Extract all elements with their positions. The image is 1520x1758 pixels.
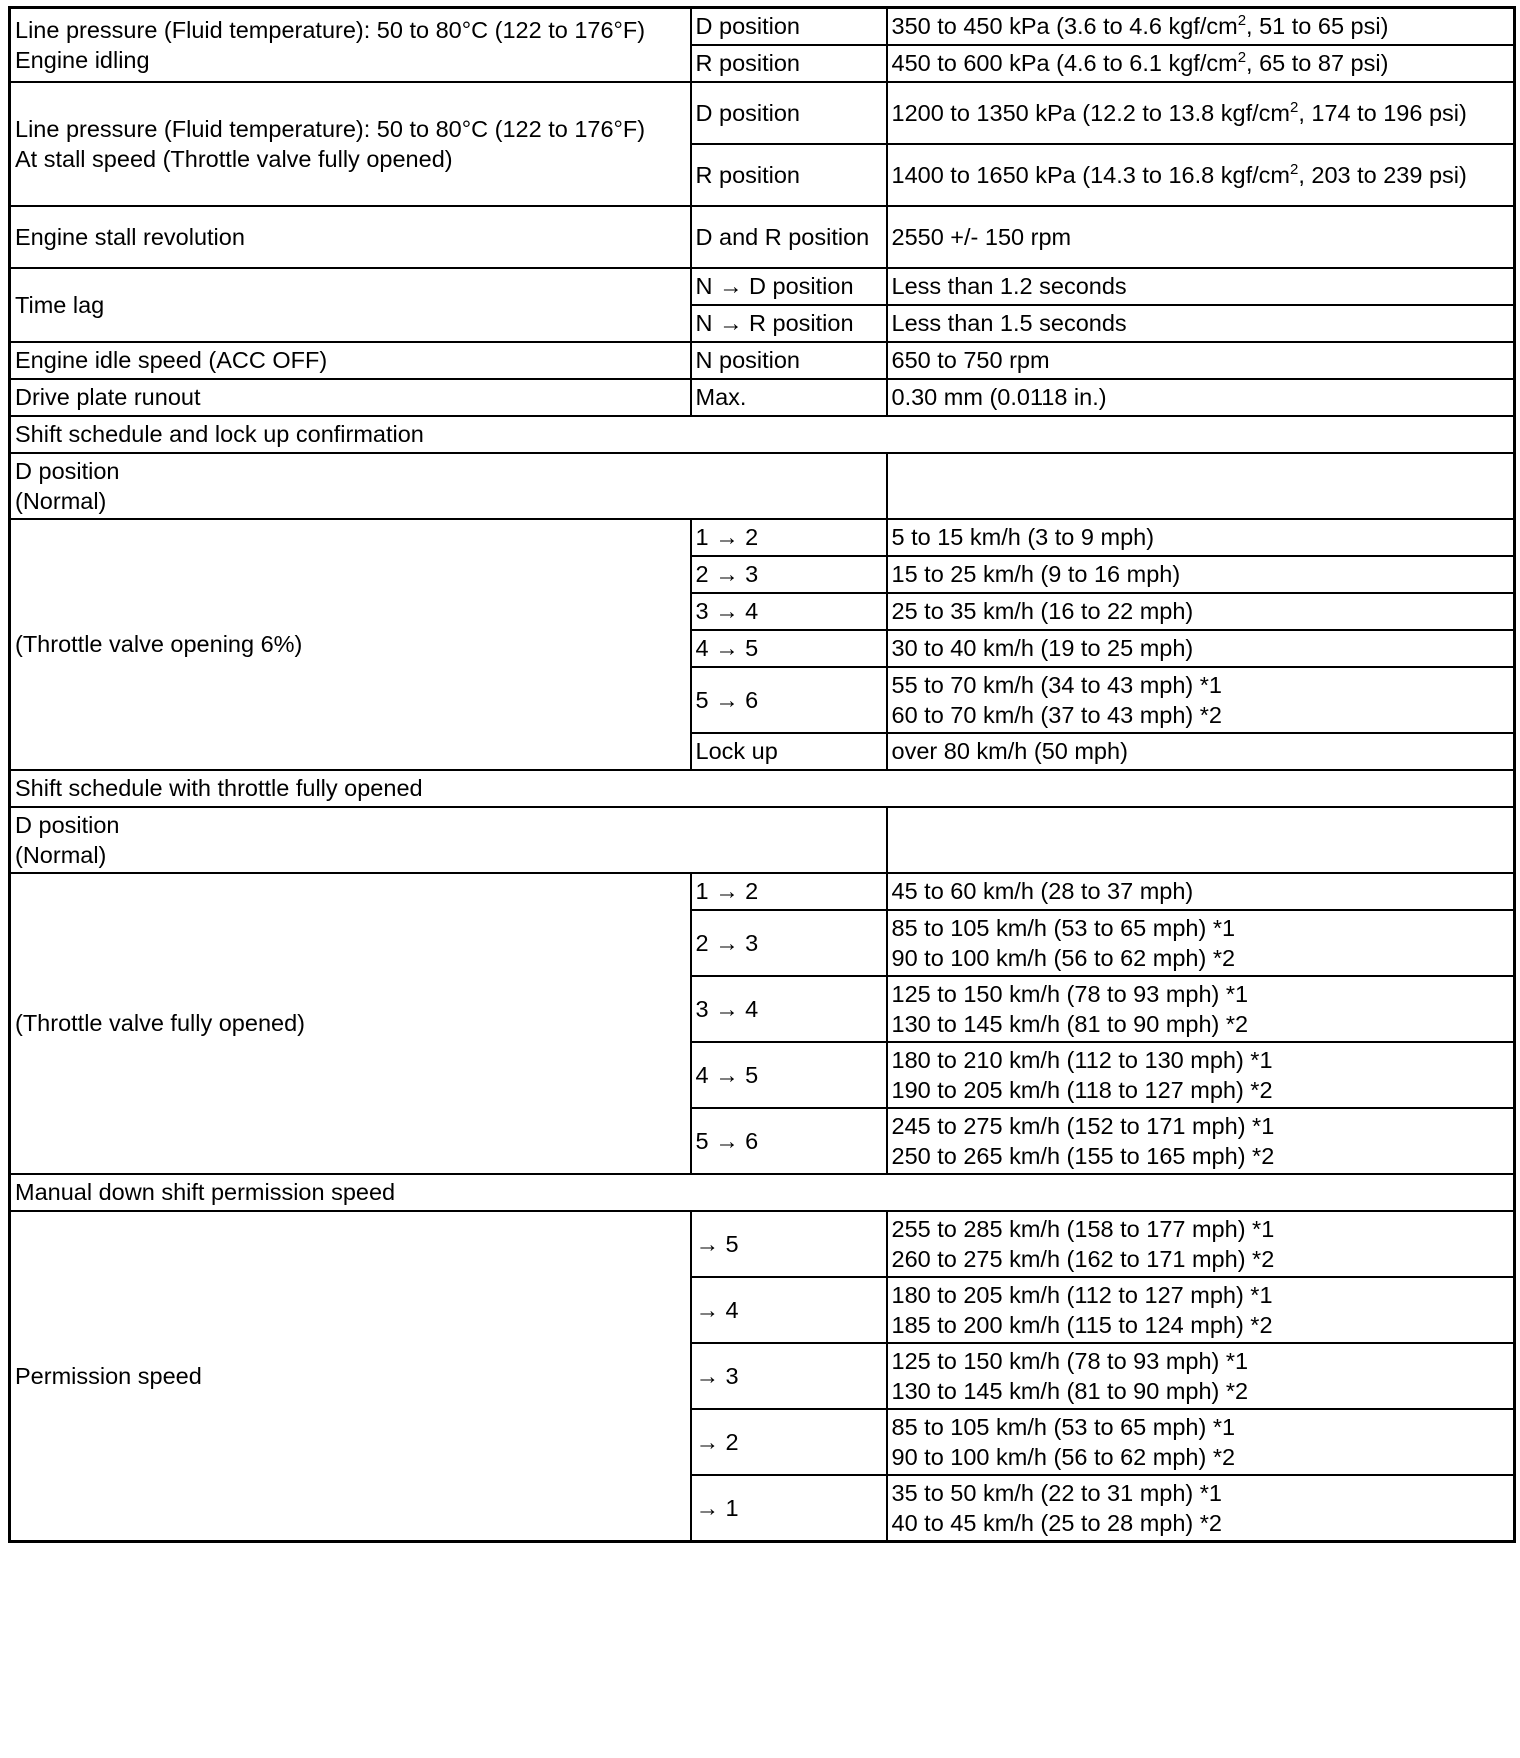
- superscript: 2: [1237, 49, 1247, 66]
- position-cell: N → D position: [691, 268, 887, 305]
- section-header: Shift schedule and lock up confirmation: [10, 416, 1515, 453]
- table-row: [10, 379, 1515, 416]
- value-text: 450 to 600 kPa (4.6 to 6.1 kgf/cm: [891, 50, 1238, 76]
- table-row: [10, 342, 1515, 379]
- position-cell: N position: [691, 342, 887, 379]
- position-cell: D and R position: [691, 206, 887, 268]
- position-cell: D position: [691, 8, 887, 45]
- value-cell: [887, 144, 1515, 206]
- line-pressure-idle-label: Line pressure (Fluid temperature): 50 to 80°C (122 to 176°F) Engine idling: [10, 8, 691, 82]
- idle-speed-label: Engine idle speed (ACC OFF): [10, 342, 691, 379]
- position-cell: 5 → 6: [691, 1108, 887, 1174]
- superscript: 2: [1289, 98, 1299, 116]
- position-cell: 2 → 3: [691, 556, 887, 593]
- value-cell: 125 to 150 km/h (78 to 93 mph) *1 130 to 145 km/h (81 to 90 mph) *2: [887, 1343, 1515, 1409]
- table-row: [10, 519, 1515, 556]
- d-position-cell: D position (Normal): [10, 453, 887, 519]
- position-cell: 3 → 4: [691, 593, 887, 630]
- position-cell: 5 → 6: [691, 667, 887, 733]
- line-pressure-stall-label: Line pressure (Fluid temperature): 50 to 80°C (122 to 176°F) At stall speed (Throttle valve fully opened): [10, 82, 691, 206]
- value-cell: 2550 +/- 150 rpm: [887, 206, 1515, 268]
- value-cell: [887, 45, 1515, 82]
- value-text: , 174 to 196 psi): [1298, 99, 1467, 126]
- stall-rev-label: Engine stall revolution: [10, 206, 691, 268]
- value-text: 1400 to 1650 kPa (14.3 to 16.8 kgf/cm: [891, 161, 1290, 188]
- value-text: , 65 to 87 psi): [1246, 50, 1389, 76]
- position-cell: 1 → 2: [691, 519, 887, 556]
- value-cell: Less than 1.5 seconds: [887, 305, 1515, 342]
- empty-cell: [887, 807, 1515, 873]
- value-cell: 45 to 60 km/h (28 to 37 mph): [887, 873, 1515, 910]
- value-text: , 203 to 239 psi): [1298, 161, 1467, 188]
- table-row: [10, 873, 1515, 910]
- value-cell: 25 to 35 km/h (16 to 22 mph): [887, 593, 1515, 630]
- position-cell: → 4: [691, 1277, 887, 1343]
- value-cell: 245 to 275 km/h (152 to 171 mph) *1 250 to 265 km/h (155 to 165 mph) *2: [887, 1108, 1515, 1174]
- value-cell: 35 to 50 km/h (22 to 31 mph) *1 40 to 45 km/h (25 to 28 mph) *2: [887, 1475, 1515, 1542]
- section-header: Shift schedule with throttle fully opened: [10, 770, 1515, 807]
- section-header-row: [10, 1174, 1515, 1211]
- superscript: 2: [1237, 12, 1247, 30]
- value-cell: 5 to 15 km/h (3 to 9 mph): [887, 519, 1515, 556]
- value-cell: 0.30 mm (0.0118 in.): [887, 379, 1515, 416]
- table-row: [10, 807, 1515, 873]
- position-cell: R position: [691, 144, 887, 206]
- position-cell: → 1: [691, 1475, 887, 1542]
- position-cell: 2 → 3: [691, 910, 887, 976]
- position-cell: N → R position: [691, 305, 887, 342]
- position-cell: Lock up: [691, 733, 887, 770]
- value-cell: 180 to 210 km/h (112 to 130 mph) *1 190 to 205 km/h (118 to 127 mph) *2: [887, 1042, 1515, 1108]
- section-header-row: [10, 770, 1515, 807]
- value-cell: [887, 8, 1515, 45]
- position-cell: 4 → 5: [691, 1042, 887, 1108]
- table-row: [10, 453, 1515, 519]
- value-cell: 30 to 40 km/h (19 to 25 mph): [887, 630, 1515, 667]
- value-text: 1200 to 1350 kPa (12.2 to 13.8 kgf/cm: [891, 99, 1290, 126]
- value-cell: 85 to 105 km/h (53 to 65 mph) *1 90 to 100 km/h (56 to 62 mph) *2: [887, 1409, 1515, 1475]
- value-cell: over 80 km/h (50 mph): [887, 733, 1515, 770]
- value-text: 350 to 450 kPa (3.6 to 4.6 kgf/cm: [891, 13, 1238, 40]
- value-cell: Less than 1.2 seconds: [887, 268, 1515, 305]
- permission-speed-label: Permission speed: [10, 1211, 691, 1542]
- value-cell: 650 to 750 rpm: [887, 342, 1515, 379]
- position-cell: → 5: [691, 1211, 887, 1277]
- empty-cell: [887, 453, 1515, 519]
- value-text: , 51 to 65 psi): [1246, 13, 1389, 40]
- value-cell: 15 to 25 km/h (9 to 16 mph): [887, 556, 1515, 593]
- value-cell: 55 to 70 km/h (34 to 43 mph) *1 60 to 70 km/h (37 to 43 mph) *2: [887, 667, 1515, 733]
- throttle-full-label: (Throttle valve fully opened): [10, 873, 691, 1174]
- position-cell: R position: [691, 45, 887, 82]
- table-row: [10, 82, 1515, 144]
- value-cell: 180 to 205 km/h (112 to 127 mph) *1 185 to 200 km/h (115 to 124 mph) *2: [887, 1277, 1515, 1343]
- value-cell: 255 to 285 km/h (158 to 177 mph) *1 260 to 275 km/h (162 to 171 mph) *2: [887, 1211, 1515, 1277]
- throttle-6-label: (Throttle valve opening 6%): [10, 519, 691, 770]
- value-cell: 85 to 105 km/h (53 to 65 mph) *1 90 to 100 km/h (56 to 62 mph) *2: [887, 910, 1515, 976]
- table-row: [10, 268, 1515, 305]
- position-cell: 1 → 2: [691, 873, 887, 910]
- position-cell: D position: [691, 82, 887, 144]
- table-row: [10, 206, 1515, 268]
- section-header-row: [10, 416, 1515, 453]
- runout-label: Drive plate runout: [10, 379, 691, 416]
- value-cell: [887, 82, 1515, 144]
- superscript: 2: [1289, 160, 1299, 178]
- value-cell: 125 to 150 km/h (78 to 93 mph) *1 130 to 145 km/h (81 to 90 mph) *2: [887, 976, 1515, 1042]
- d-position-cell: D position (Normal): [10, 807, 887, 873]
- position-cell: Max.: [691, 379, 887, 416]
- position-cell: → 3: [691, 1343, 887, 1409]
- table-row: [10, 1211, 1515, 1277]
- time-lag-label: Time lag: [10, 268, 691, 342]
- position-cell: 3 → 4: [691, 976, 887, 1042]
- position-cell: → 2: [691, 1409, 887, 1475]
- transmission-spec-table: [8, 6, 1516, 1543]
- section-header: Manual down shift permission speed: [10, 1174, 1515, 1211]
- table-row: [10, 8, 1515, 45]
- position-cell: 4 → 5: [691, 630, 887, 667]
